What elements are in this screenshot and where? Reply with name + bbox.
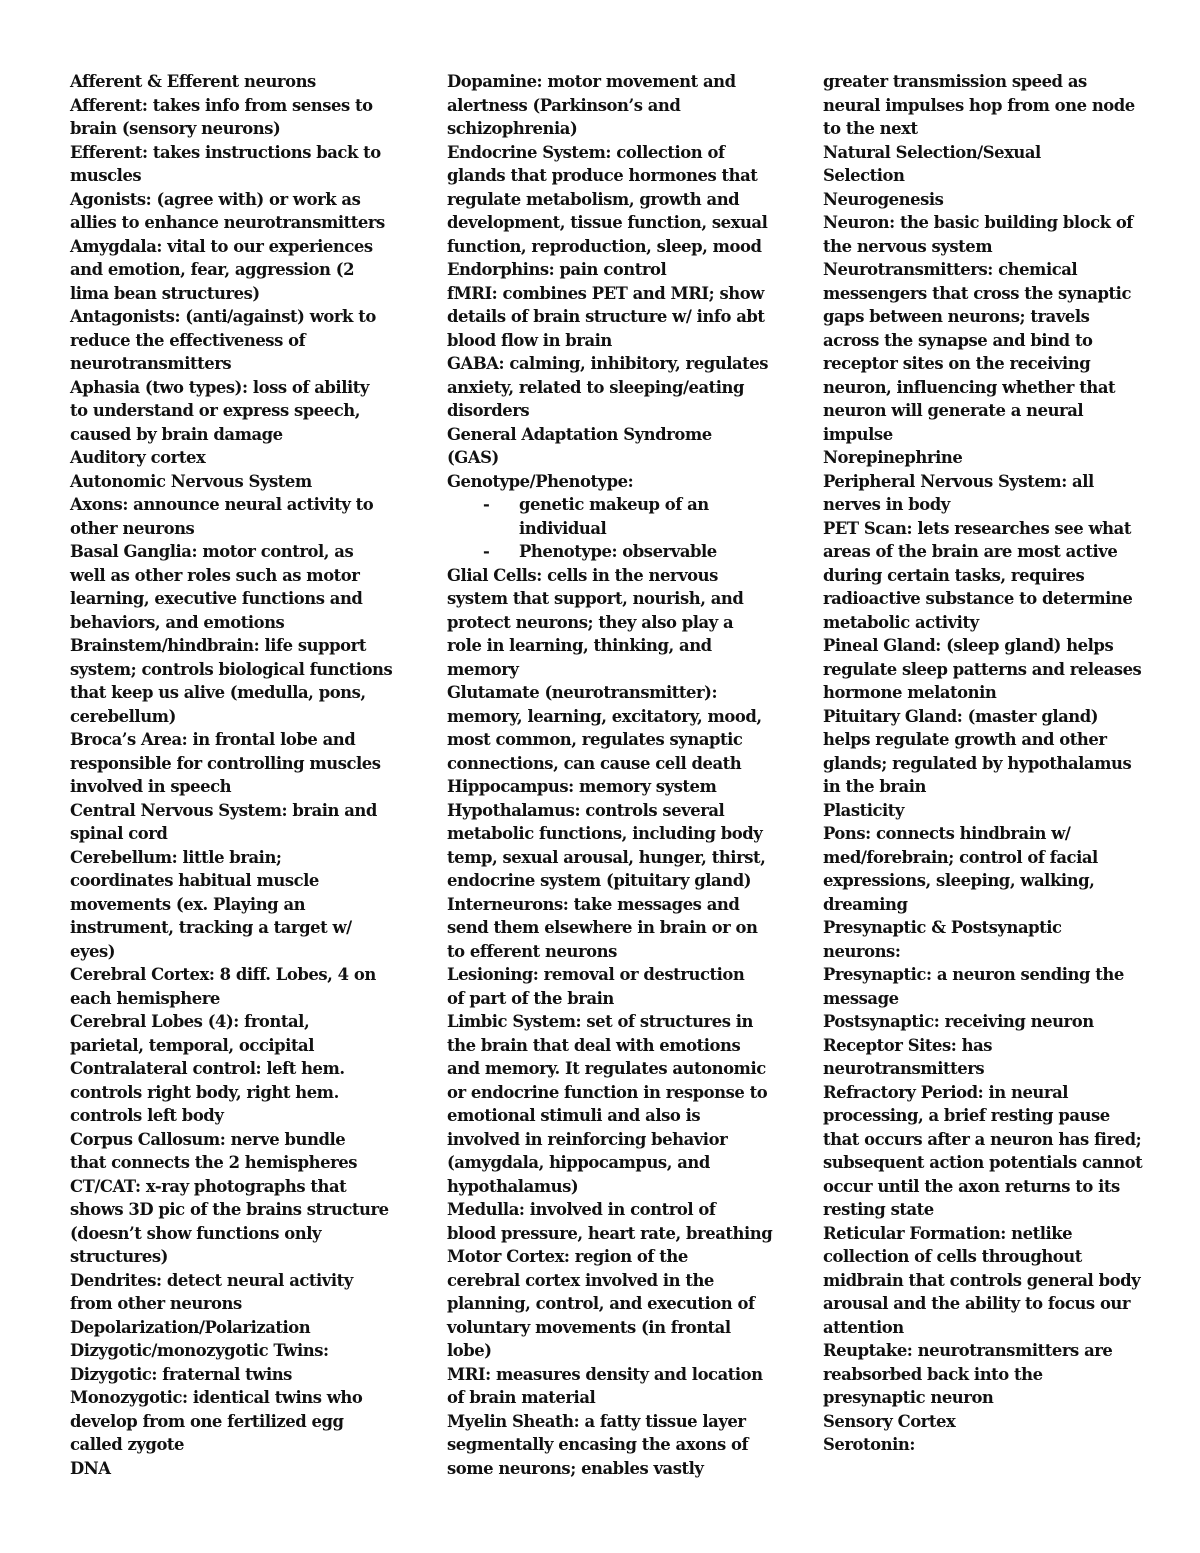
- text-line: the brain that deal with emotions: [447, 1035, 741, 1055]
- text-line: Neuron: the basic building block of: [823, 213, 1133, 232]
- bullet-item: [447, 493, 767, 540]
- text-line: impulse: [823, 424, 893, 444]
- text-line: nerves in body: [823, 495, 950, 514]
- text-line: Basal Ganglia: motor control, as: [70, 542, 354, 561]
- text-line: processing, a brief resting pause: [823, 1106, 1110, 1125]
- text-line: Central Nervous System: brain and: [70, 800, 377, 820]
- text-line: disorders: [447, 401, 530, 420]
- text-line: that occurs after a neuron has fired;: [823, 1129, 1142, 1149]
- text-line: role in learning, thinking, and: [447, 636, 712, 655]
- text-line: Corpus Callosum: nerve bundle: [70, 1129, 346, 1149]
- text-line: spinal cord: [70, 824, 168, 843]
- text-line: planning, control, and execution of: [447, 1294, 755, 1313]
- text-line: greater transmission speed as: [823, 72, 1087, 91]
- text-line: emotional stimuli and also is: [447, 1106, 701, 1125]
- text-line: some neurons; enables vastly: [447, 1458, 704, 1478]
- text-line: behaviors, and emotions: [70, 612, 285, 632]
- text-line: General Adaptation Syndrome: [447, 424, 712, 444]
- text-line: Glutamate (neurotransmitter):: [447, 683, 718, 702]
- text-line: metabolic activity: [823, 612, 979, 632]
- text-line: individual: [519, 518, 607, 538]
- text-line: Interneurons: take messages and: [447, 894, 740, 914]
- text-line: responsible for controlling muscles: [70, 753, 381, 773]
- text-line: Afferent & Efferent neurons: [70, 72, 316, 91]
- text-line: expressions, sleeping, walking,: [823, 871, 1095, 890]
- text-line: coordinates habitual muscle: [70, 871, 319, 890]
- text-line: Contralateral control: left hem.: [70, 1059, 345, 1078]
- text-line: occur until the axon returns to its: [823, 1176, 1120, 1196]
- text-line: to understand or express speech,: [70, 401, 360, 420]
- text-line: Cerebral Lobes (4): frontal,: [70, 1012, 310, 1031]
- text-line: most common, regulates synaptic: [447, 730, 743, 749]
- column-2: [447, 70, 773, 1480]
- text-line: Hippocampus: memory system: [447, 777, 717, 796]
- text-line: helps regulate growth and other: [823, 730, 1107, 749]
- text-line: Broca’s Area: in frontal lobe and: [70, 730, 356, 749]
- text-line: that connects the 2 hemispheres: [70, 1153, 358, 1172]
- text-line: details of brain structure w/ info abt: [447, 307, 765, 326]
- text-line: Cerebellum: little brain;: [70, 847, 282, 867]
- text-line: muscles: [70, 166, 142, 185]
- text-line: Pineal Gland: (sleep gland) helps: [823, 636, 1114, 655]
- text-line: well as other roles such as motor: [70, 565, 360, 585]
- text-line: Pituitary Gland: (master gland): [823, 706, 1099, 726]
- text-line: Norepinephrine: [823, 448, 963, 467]
- text-line: Refractory Period: in neural: [823, 1082, 1069, 1102]
- text-line: endocrine system (pituitary gland): [447, 871, 752, 890]
- text-line: glands; regulated by hypothalamus: [823, 753, 1132, 773]
- text-line: Aphasia (two types): loss of ability: [70, 377, 369, 397]
- text-line: Hypothalamus: controls several: [447, 800, 725, 820]
- text-line: Brainstem/hindbrain: life support: [70, 636, 366, 655]
- text-line: cerebral cortex involved in the: [447, 1270, 714, 1290]
- text-line: during certain tasks, requires: [823, 565, 1085, 585]
- text-line: Motor Cortex: region of the: [447, 1247, 688, 1266]
- bullet-dash: -: [483, 542, 490, 561]
- text-line: caused by brain damage: [70, 424, 283, 444]
- text-line: anxiety, related to sleeping/eating: [447, 377, 745, 397]
- text-line: presynaptic neuron: [823, 1388, 994, 1407]
- text-line: reduce the effectiveness of: [70, 330, 306, 350]
- text-line: eyes): [70, 941, 116, 961]
- text-line: Natural Selection/Sexual: [823, 142, 1041, 162]
- text-line: neurotransmitters: [823, 1059, 985, 1078]
- text-line: learning, executive functions and: [70, 589, 363, 608]
- text-line: in the brain: [823, 777, 926, 796]
- text-line: of brain material: [447, 1388, 596, 1407]
- text-line: resting state: [823, 1200, 934, 1219]
- text-line: temp, sexual arousal, hunger, thirst,: [447, 847, 766, 867]
- text-line: Dopamine: motor movement and: [447, 72, 736, 91]
- text-line: PET Scan: lets researches see what: [823, 518, 1131, 538]
- text-line: reabsorbed back into the: [823, 1364, 1043, 1384]
- text-line: movements (ex. Playing an: [70, 894, 306, 914]
- text-line: Endocrine System: collection of: [447, 142, 725, 162]
- text-line: Agonists: (agree with) or work as: [70, 189, 361, 209]
- text-line: Dizygotic/monozygotic Twins:: [70, 1341, 329, 1360]
- text-line: Medulla: involved in control of: [447, 1200, 716, 1219]
- text-line: Reuptake: neurotransmitters are: [823, 1341, 1113, 1360]
- text-line: from other neurons: [70, 1294, 242, 1313]
- text-line: lobe): [447, 1341, 492, 1360]
- text-line: neurotransmitters: [70, 354, 232, 373]
- text-line: collection of cells throughout: [823, 1247, 1082, 1266]
- text-line: Presynaptic & Postsynaptic: [823, 918, 1062, 937]
- text-line: radioactive substance to determine: [823, 589, 1133, 608]
- text-line: Genotype/Phenotype:: [447, 471, 634, 491]
- text-line: CT/CAT: x-ray photographs that: [70, 1176, 347, 1196]
- text-line: or endocrine function in response to: [447, 1082, 768, 1102]
- text-line: structures): [70, 1247, 168, 1266]
- text-line: memory: [447, 659, 519, 679]
- text-line: Antagonists: (anti/against) work to: [70, 307, 376, 326]
- text-line: Auditory cortex: [70, 448, 206, 467]
- text-line: lima bean structures): [70, 283, 260, 303]
- bullet-item: [447, 540, 767, 564]
- text-line: instrument, tracking a target w/: [70, 918, 352, 937]
- text-line: parietal, temporal, occipital: [70, 1035, 315, 1055]
- text-line: Cerebral Cortex: 8 diff. Lobes, 4 on: [70, 965, 376, 984]
- text-line: arousal and the ability to focus our: [823, 1294, 1131, 1313]
- text-line: neuron will generate a neural: [823, 401, 1084, 420]
- text-line: Pons: connects hindbrain w/: [823, 824, 1071, 843]
- text-line: neural impulses hop from one node: [823, 95, 1135, 115]
- text-line: areas of the brain are most active: [823, 542, 1118, 561]
- text-line: (doesn’t show functions only: [70, 1223, 322, 1243]
- text-line: called zygote: [70, 1435, 185, 1454]
- text-line: gaps between neurons; travels: [823, 307, 1090, 326]
- text-line: blood pressure, heart rate, breathing: [447, 1223, 773, 1243]
- text-line: shows 3D pic of the brains structure: [70, 1200, 389, 1219]
- text-line: Monozygotic: identical twins who: [70, 1388, 363, 1407]
- text-line: neurons:: [823, 941, 901, 961]
- text-line: brain (sensory neurons): [70, 119, 281, 138]
- text-line: regulate metabolism, growth and: [447, 189, 740, 209]
- text-line: and emotion, fear, aggression (2: [70, 260, 355, 279]
- text-line: and memory. It regulates autonomic: [447, 1059, 766, 1078]
- text-line: Myelin Sheath: a fatty tissue layer: [447, 1411, 746, 1431]
- text-line: cerebellum): [70, 706, 176, 726]
- text-line: to the next: [823, 119, 918, 138]
- text-line: (amygdala, hippocampus, and: [447, 1153, 710, 1172]
- text-line: development, tissue function, sexual: [447, 213, 768, 232]
- text-line: midbrain that controls general body: [823, 1270, 1141, 1290]
- text-line: genetic makeup of an: [519, 495, 709, 514]
- text-line: attention: [823, 1317, 904, 1337]
- text-line: schizophrenia): [447, 119, 578, 138]
- text-line: hypothalamus): [447, 1176, 579, 1196]
- text-line: subsequent action potentials cannot: [823, 1153, 1143, 1172]
- text-line: messengers that cross the synaptic: [823, 283, 1131, 303]
- text-line: controls right body, right hem.: [70, 1082, 339, 1102]
- text-line: other neurons: [70, 518, 195, 538]
- text-line: involved in reinforcing behavior: [447, 1129, 728, 1149]
- text-line: Neurotransmitters: chemical: [823, 260, 1078, 279]
- text-line: segmentally encasing the axons of: [447, 1435, 749, 1454]
- text-line: that keep us alive (medulla, pons,: [70, 683, 366, 702]
- text-line: system; controls biological functions: [70, 659, 393, 679]
- text-line: develop from one fertilized egg: [70, 1411, 344, 1431]
- text-line: Presynaptic: a neuron sending the: [823, 965, 1124, 984]
- text-line: Endorphins: pain control: [447, 260, 667, 279]
- text-line: Axons: announce neural activity to: [70, 495, 374, 514]
- text-line: neuron, influencing whether that: [823, 377, 1116, 397]
- text-line: Afferent: takes info from senses to: [70, 95, 373, 115]
- text-line: Neurogenesis: [823, 189, 944, 209]
- text-line: of part of the brain: [447, 988, 614, 1008]
- text-line: Postsynaptic: receiving neuron: [823, 1012, 1094, 1031]
- text-line: Depolarization/Polarization: [70, 1317, 311, 1337]
- text-line: protect neurons; they also play a: [447, 612, 734, 632]
- bullet-dash: -: [483, 495, 490, 514]
- text-line: med/forebrain; control of facial: [823, 847, 1098, 867]
- text-line: message: [823, 988, 899, 1008]
- text-line: alertness (Parkinson’s and: [447, 95, 681, 115]
- text-line: dreaming: [823, 894, 908, 914]
- text-line: Receptor Sites: has: [823, 1035, 993, 1055]
- text-line: (GAS): [447, 448, 499, 467]
- text-line: glands that produce hormones that: [447, 166, 758, 185]
- text-line: blood flow in brain: [447, 330, 612, 350]
- text-line: Efferent: takes instructions back to: [70, 142, 381, 162]
- text-line: voluntary movements (in frontal: [447, 1317, 731, 1337]
- column-1: [70, 70, 395, 1480]
- text-line: Reticular Formation: netlike: [823, 1223, 1073, 1243]
- text-line: Dizygotic: fraternal twins: [70, 1364, 292, 1384]
- text-line: Limbic System: set of structures in: [447, 1012, 753, 1031]
- text-line: the nervous system: [823, 236, 993, 256]
- text-line: controls left body: [70, 1106, 224, 1125]
- text-line: Sensory Cortex: [823, 1411, 956, 1431]
- text-line: fMRI: combines PET and MRI; show: [447, 283, 764, 303]
- text-line: allies to enhance neurotransmitters: [70, 213, 385, 232]
- text-line: each hemisphere: [70, 988, 220, 1008]
- text-line: Autonomic Nervous System: [70, 471, 312, 491]
- text-line: Glial Cells: cells in the nervous: [447, 565, 718, 585]
- text-line: system that support, nourish, and: [447, 589, 744, 608]
- text-line: Peripheral Nervous System: all: [823, 471, 1094, 491]
- text-line: connections, can cause cell death: [447, 753, 742, 773]
- text-line: across the synapse and bind to: [823, 330, 1093, 350]
- text-line: function, reproduction, sleep, mood: [447, 236, 762, 256]
- text-line: Plasticity: [823, 800, 904, 820]
- text-line: to efferent neurons: [447, 941, 617, 961]
- text-line: send them elsewhere in brain or on: [447, 918, 758, 937]
- text-line: Serotonin:: [823, 1435, 915, 1454]
- text-line: Amygdala: vital to our experiences: [70, 236, 373, 256]
- text-line: regulate sleep patterns and releases: [823, 659, 1142, 679]
- text-line: hormone melatonin: [823, 683, 997, 702]
- text-line: MRI: measures density and location: [447, 1364, 763, 1384]
- text-line: Phenotype: observable: [519, 542, 717, 561]
- text-line: Dendrites: detect neural activity: [70, 1270, 353, 1290]
- column-3: [823, 70, 1153, 1457]
- text-line: memory, learning, excitatory, mood,: [447, 706, 762, 726]
- text-line: GABA: calming, inhibitory, regulates: [447, 354, 769, 373]
- text-line: involved in speech: [70, 777, 232, 796]
- text-line: Lesioning: removal or destruction: [447, 965, 745, 984]
- text-line: DNA: [70, 1458, 111, 1478]
- text-line: Selection: [823, 166, 905, 185]
- text-line: receptor sites on the receiving: [823, 354, 1091, 373]
- text-line: metabolic functions, including body: [447, 824, 763, 843]
